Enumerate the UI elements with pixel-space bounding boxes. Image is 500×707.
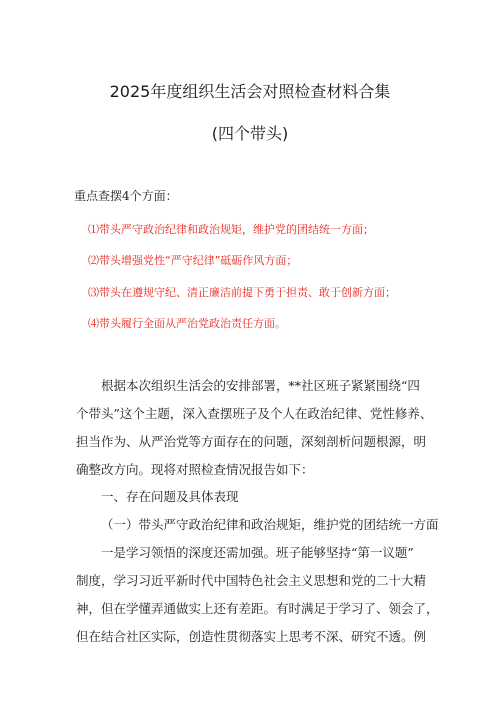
focus-intro: 重点查摆4个方面：	[74, 189, 178, 203]
focus-item-3: ⑶带头在遵规守纪、清正廉洁前提下勇于担责、敢于创新方面；	[88, 286, 396, 299]
body-line-5: 一是学习领悟的深度还需加强。班子能够坚持“第一议题”	[101, 545, 414, 560]
focus-item-1: ⑴带头严守政治纪律和政治规矩，维护党的团结统一方面；	[88, 223, 374, 236]
body-line-6: 制度，学习习近平新时代中国特色社会主义思想和党的二十大精	[76, 573, 427, 588]
body-line-8: 但在结合社区实际，创造性贯彻落实上思考不深、研究不透。例	[76, 629, 427, 644]
focus-item-4: ⑷带头履行全面从严治党政治责任方面。	[88, 317, 286, 330]
subsection-heading: （一）带头严守政治纪律和政治规矩，维护党的团结统一方面	[101, 517, 439, 532]
body-line-1: 根据本次组织生活会的安排部署，**社区班子紧紧围绕“四	[101, 378, 420, 393]
body-line-2: 个带头”这个主题，深入查摆班子及个人在政治纪律、党性修养、	[76, 406, 433, 421]
section-heading: 一、存在问题及具体表现	[101, 489, 239, 504]
body-line-3: 担当作为、从严治党等方面存在的问题，深刻剖析问题根源，明	[76, 434, 427, 449]
focus-item-2: ⑵带头增强党性“严守纪律”砥砺作风方面；	[88, 254, 298, 267]
document-title: 2025年度组织生活会对照检查材料合集	[109, 82, 391, 101]
body-line-4: 确整改方向。现将对照检查情况报告如下：	[76, 462, 314, 477]
body-line-7: 神，但在学懂弄通做实上还有差距。有时满足于学习了、领会了，	[76, 601, 439, 616]
document-subtitle: (四个带头)	[211, 124, 289, 143]
